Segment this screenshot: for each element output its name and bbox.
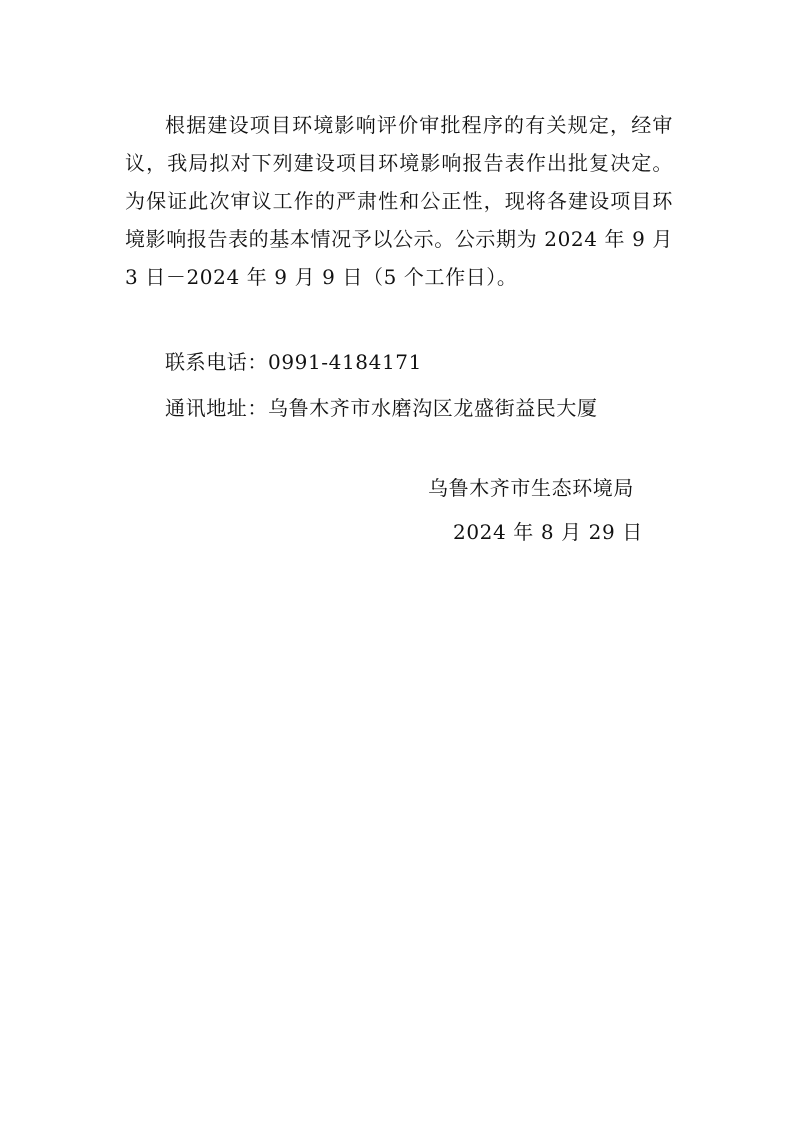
announcement-body-paragraph: 根据建设项目环境影响评价审批程序的有关规定，经审议，我局拟对下列建设项目环境影响报告表作出批复决定。为保证此次审议工作的严肃性和公正性，现将各建设项目环境影响报告表的基本情况予以公示。公示期为 2024 年 9 月 3 日－2024 年 9 月 9 日（5 个工作日）。 xyxy=(125,113,673,289)
signature-organization: 乌鲁木齐市生态环境局 xyxy=(428,476,634,500)
signature-date: 2024 年 8 月 29 日 xyxy=(453,520,643,544)
contact-phone-value: 0991-4184171 xyxy=(268,350,422,374)
contact-address-label: 通讯地址： xyxy=(165,396,268,420)
contact-phone-line xyxy=(165,347,422,377)
contact-address-line xyxy=(165,393,598,423)
contact-phone-label: 联系电话： xyxy=(165,350,268,374)
contact-address-value: 乌鲁木齐市水磨沟区龙盛街益民大厦 xyxy=(268,396,598,420)
